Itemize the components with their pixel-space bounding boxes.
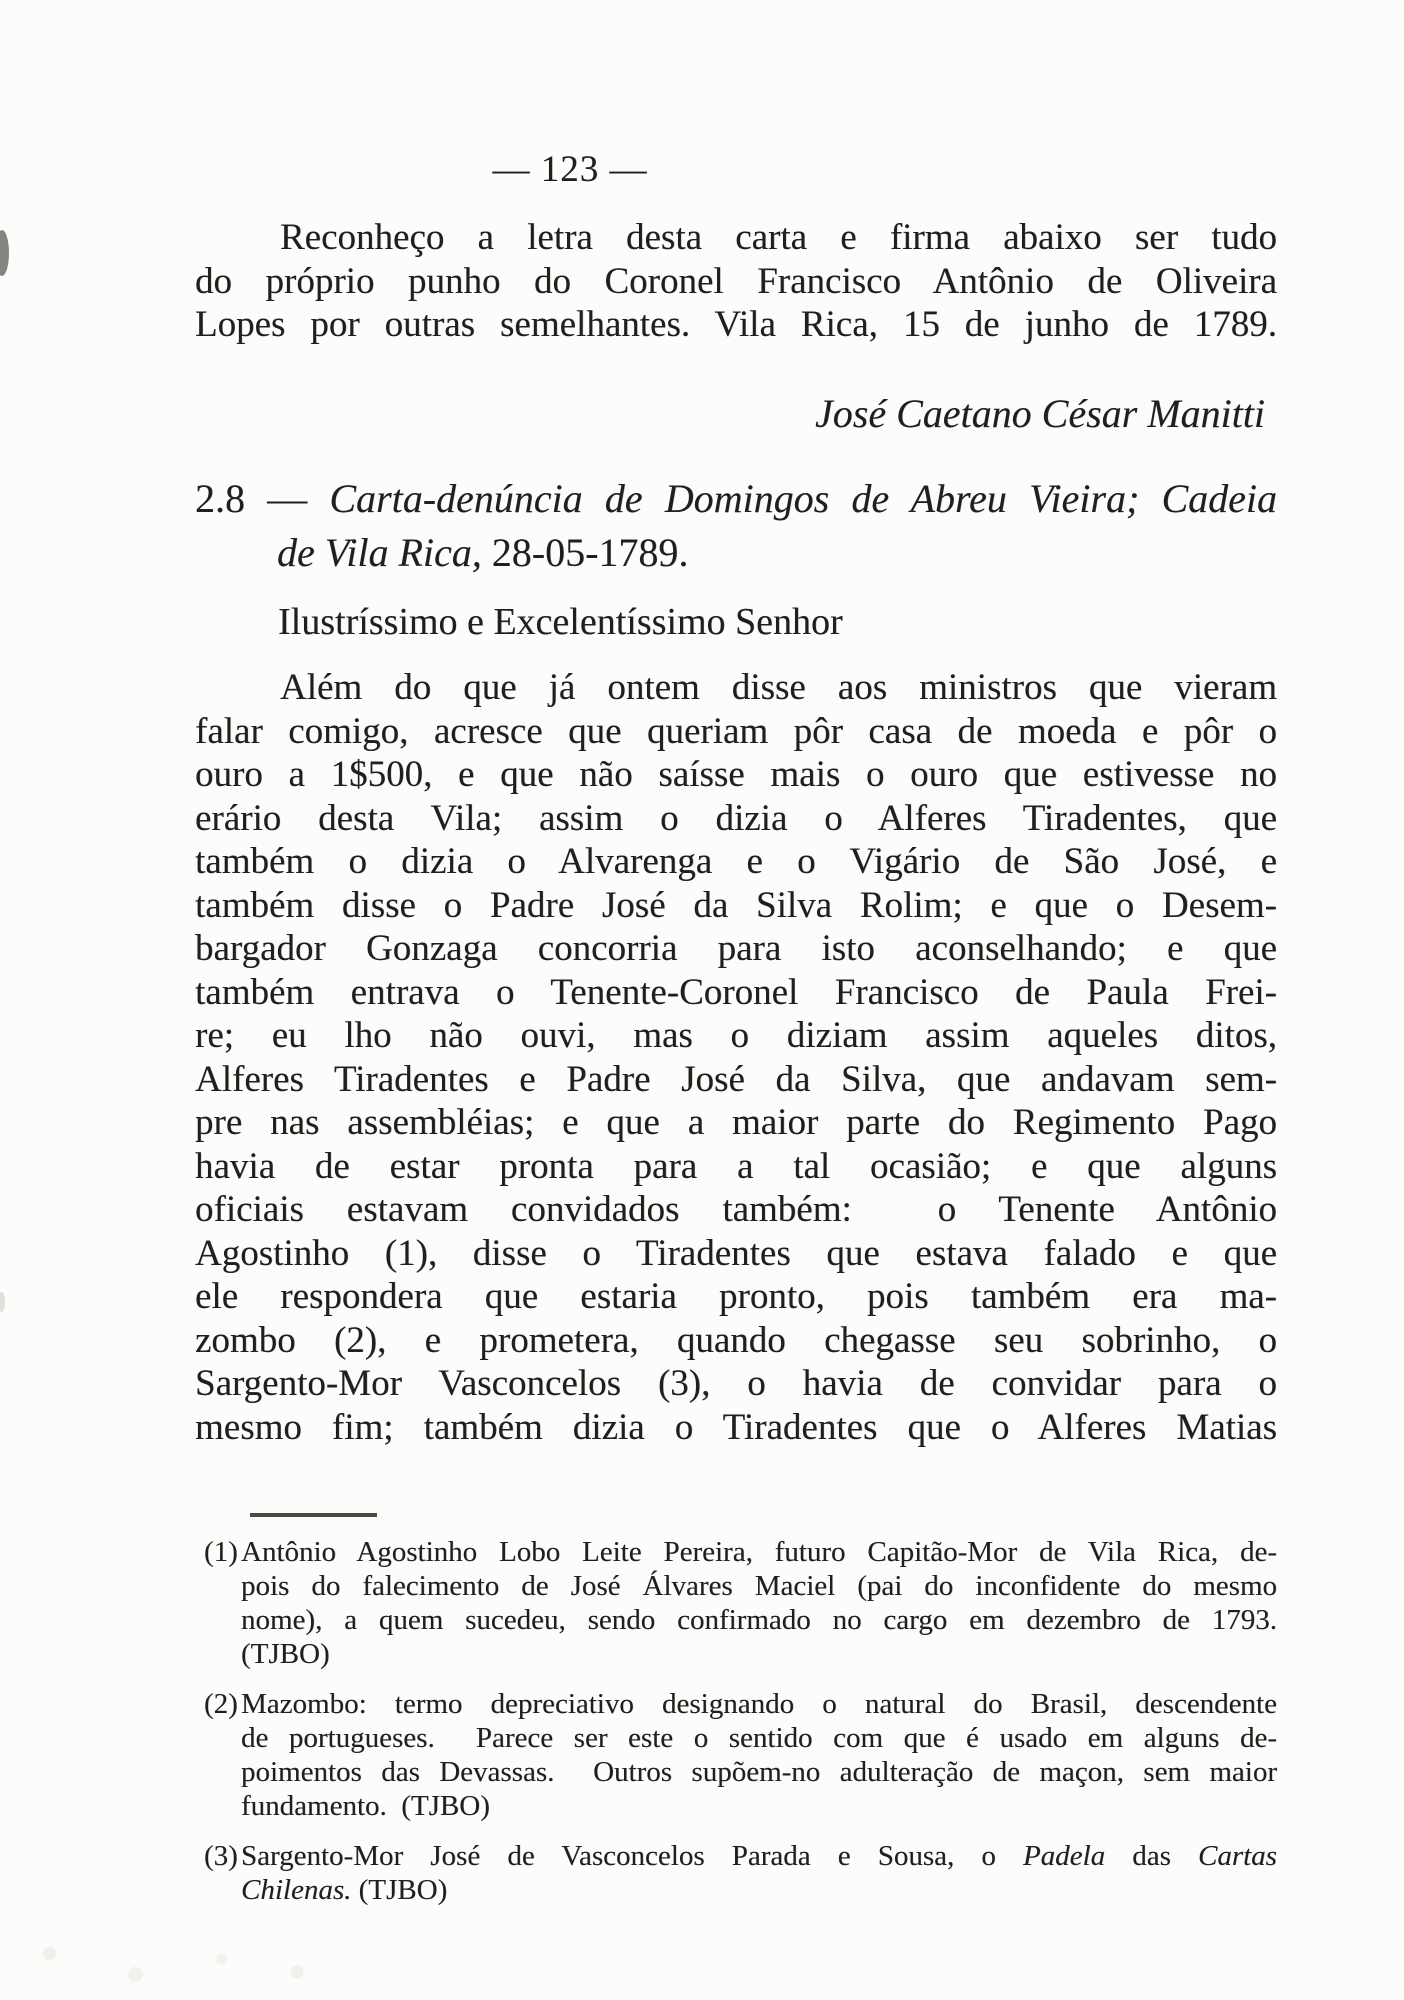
footnote-3-text [241,1839,1277,1907]
text-segment: Chilenas. [241,1874,352,1906]
footnote-2-number: (2) [204,1688,238,1720]
footnote-3-number: (3) [204,1840,238,1872]
scan-artifact [0,230,9,276]
text-line: fundamento. (TJBO) [241,1790,490,1822]
text-line: falar comigo, acresce que queriam pôr casa de moeda e pôr o [195,710,1277,752]
text-line: ouro a 1$500, e que não saísse mais o ouro que estivesse no [195,754,1277,795]
text-line: bargador Gonzaga concorria para isto aconselhando; e que [195,928,1277,969]
signature: José Caetano César Manitti [815,391,1265,436]
text-line: ele respondera que estaria pronto, pois também era ma- [195,1276,1277,1317]
letter-body [195,666,1277,1449]
text-line: de portugueses. Parece ser este o sentido com que é usado em alguns de- [241,1722,1277,1754]
footnote-1 [195,1535,1277,1671]
text-line: oficiais estavam convidados também: o Tenente Antônio [195,1189,1277,1230]
footnote-separator [250,1513,377,1517]
text-line: re; eu lho não ouvi, mas o diziam assim aqueles ditos, [195,1015,1277,1056]
text-line: Reconheço a letra desta carta e firma abaixo ser tudo [280,217,1277,258]
footnote-2 [195,1687,1277,1823]
text-line: também o dizia o Alvarenga e o Vigário de São José, e [195,841,1277,882]
footnotes-section [195,1513,1277,1907]
text-line: havia de estar pronta para a tal ocasião; e que alguns [195,1145,1277,1187]
text-line: pois do falecimento de José Álvares Maciel (pai do inconfidente do mesmo [241,1570,1277,1602]
text-line: Antônio Agostinho Lobo Leite Pereira, futuro Capitão-Mor de Vila Rica, de- [241,1536,1277,1568]
text-line: Sargento-Mor Vasconcelos (3), o havia de convidar para o [195,1363,1277,1404]
scan-artifact [0,1292,5,1312]
text-segment: Carta-denúncia de Domingos de Abreu Vieira; Cadeia [329,476,1277,521]
footnote-1-number: (1) [204,1536,238,1568]
page-number: — 123 — [492,149,648,190]
text-line: zombo (2), e prometera, quando chegasse seu sobrinho, o [195,1319,1277,1361]
text-line: Agostinho (1), disse o Tiradentes que estava falado e que [195,1232,1277,1274]
text-line: Mazombo: termo depreciativo designando o natural do Brasil, descendente [241,1688,1277,1720]
text-segment: Sargento-Mor José de Vasconcelos Parada e Sousa, o [241,1840,1023,1872]
text-line: pre nas assembléias; e que a maior parte do Regimento Pago [195,1102,1277,1143]
text-segment: (TJBO) [351,1874,448,1906]
text-line: (TJBO) [241,1638,330,1670]
text-line: Lopes por outras semelhantes. Vila Rica, 15 de junho de 1789. [195,304,1277,345]
text-segment: de Vila Rica, [277,530,492,575]
scan-artifact [10,1938,340,1990]
text-line: do próprio punho do Coronel Francisco Antônio de Oliveira [195,260,1277,302]
text-segment: 28-05-1789. [491,530,689,575]
text-line [241,1873,1277,1907]
text-line: poimentos das Devassas. Outros supõem-no adulteração de maçon, sem maior [241,1756,1277,1788]
footnote-3 [195,1839,1277,1907]
text-line [277,526,1277,580]
text-line: também entrava o Tenente-Coronel Francisco de Paula Frei- [195,971,1277,1013]
text-segment: Cartas [1198,1840,1277,1872]
text-segment: Padela [1022,1840,1106,1872]
text-line: Alferes Tiradentes e Padre José da Silva, que andavam sem- [195,1058,1277,1100]
certification-paragraph [195,216,1277,347]
salutation: Ilustríssimo e Excelentíssimo Senhor [278,601,843,643]
text-line: nome), a quem sucedeu, sendo confirmado no cargo em dezembro de 1793. [241,1604,1277,1636]
footnote-1-text [241,1535,1277,1671]
text-line: também disse o Padre José da Silva Rolim; e que o Desem- [195,884,1277,926]
text-line: erário desta Vila; assim o dizia o Alferes Tiradentes, que [195,797,1277,839]
text-line: Além do que já ontem disse aos ministros que vieram [280,667,1277,708]
section-heading [195,472,1277,580]
text-line [241,1839,1277,1873]
text-segment: das [1105,1840,1198,1872]
text-line [195,472,1277,526]
text-segment: 2.8 — [195,476,330,521]
text-line: mesmo fim; também dizia o Tiradentes que o Alferes Matias [195,1406,1277,1448]
footnote-2-text [241,1687,1277,1823]
